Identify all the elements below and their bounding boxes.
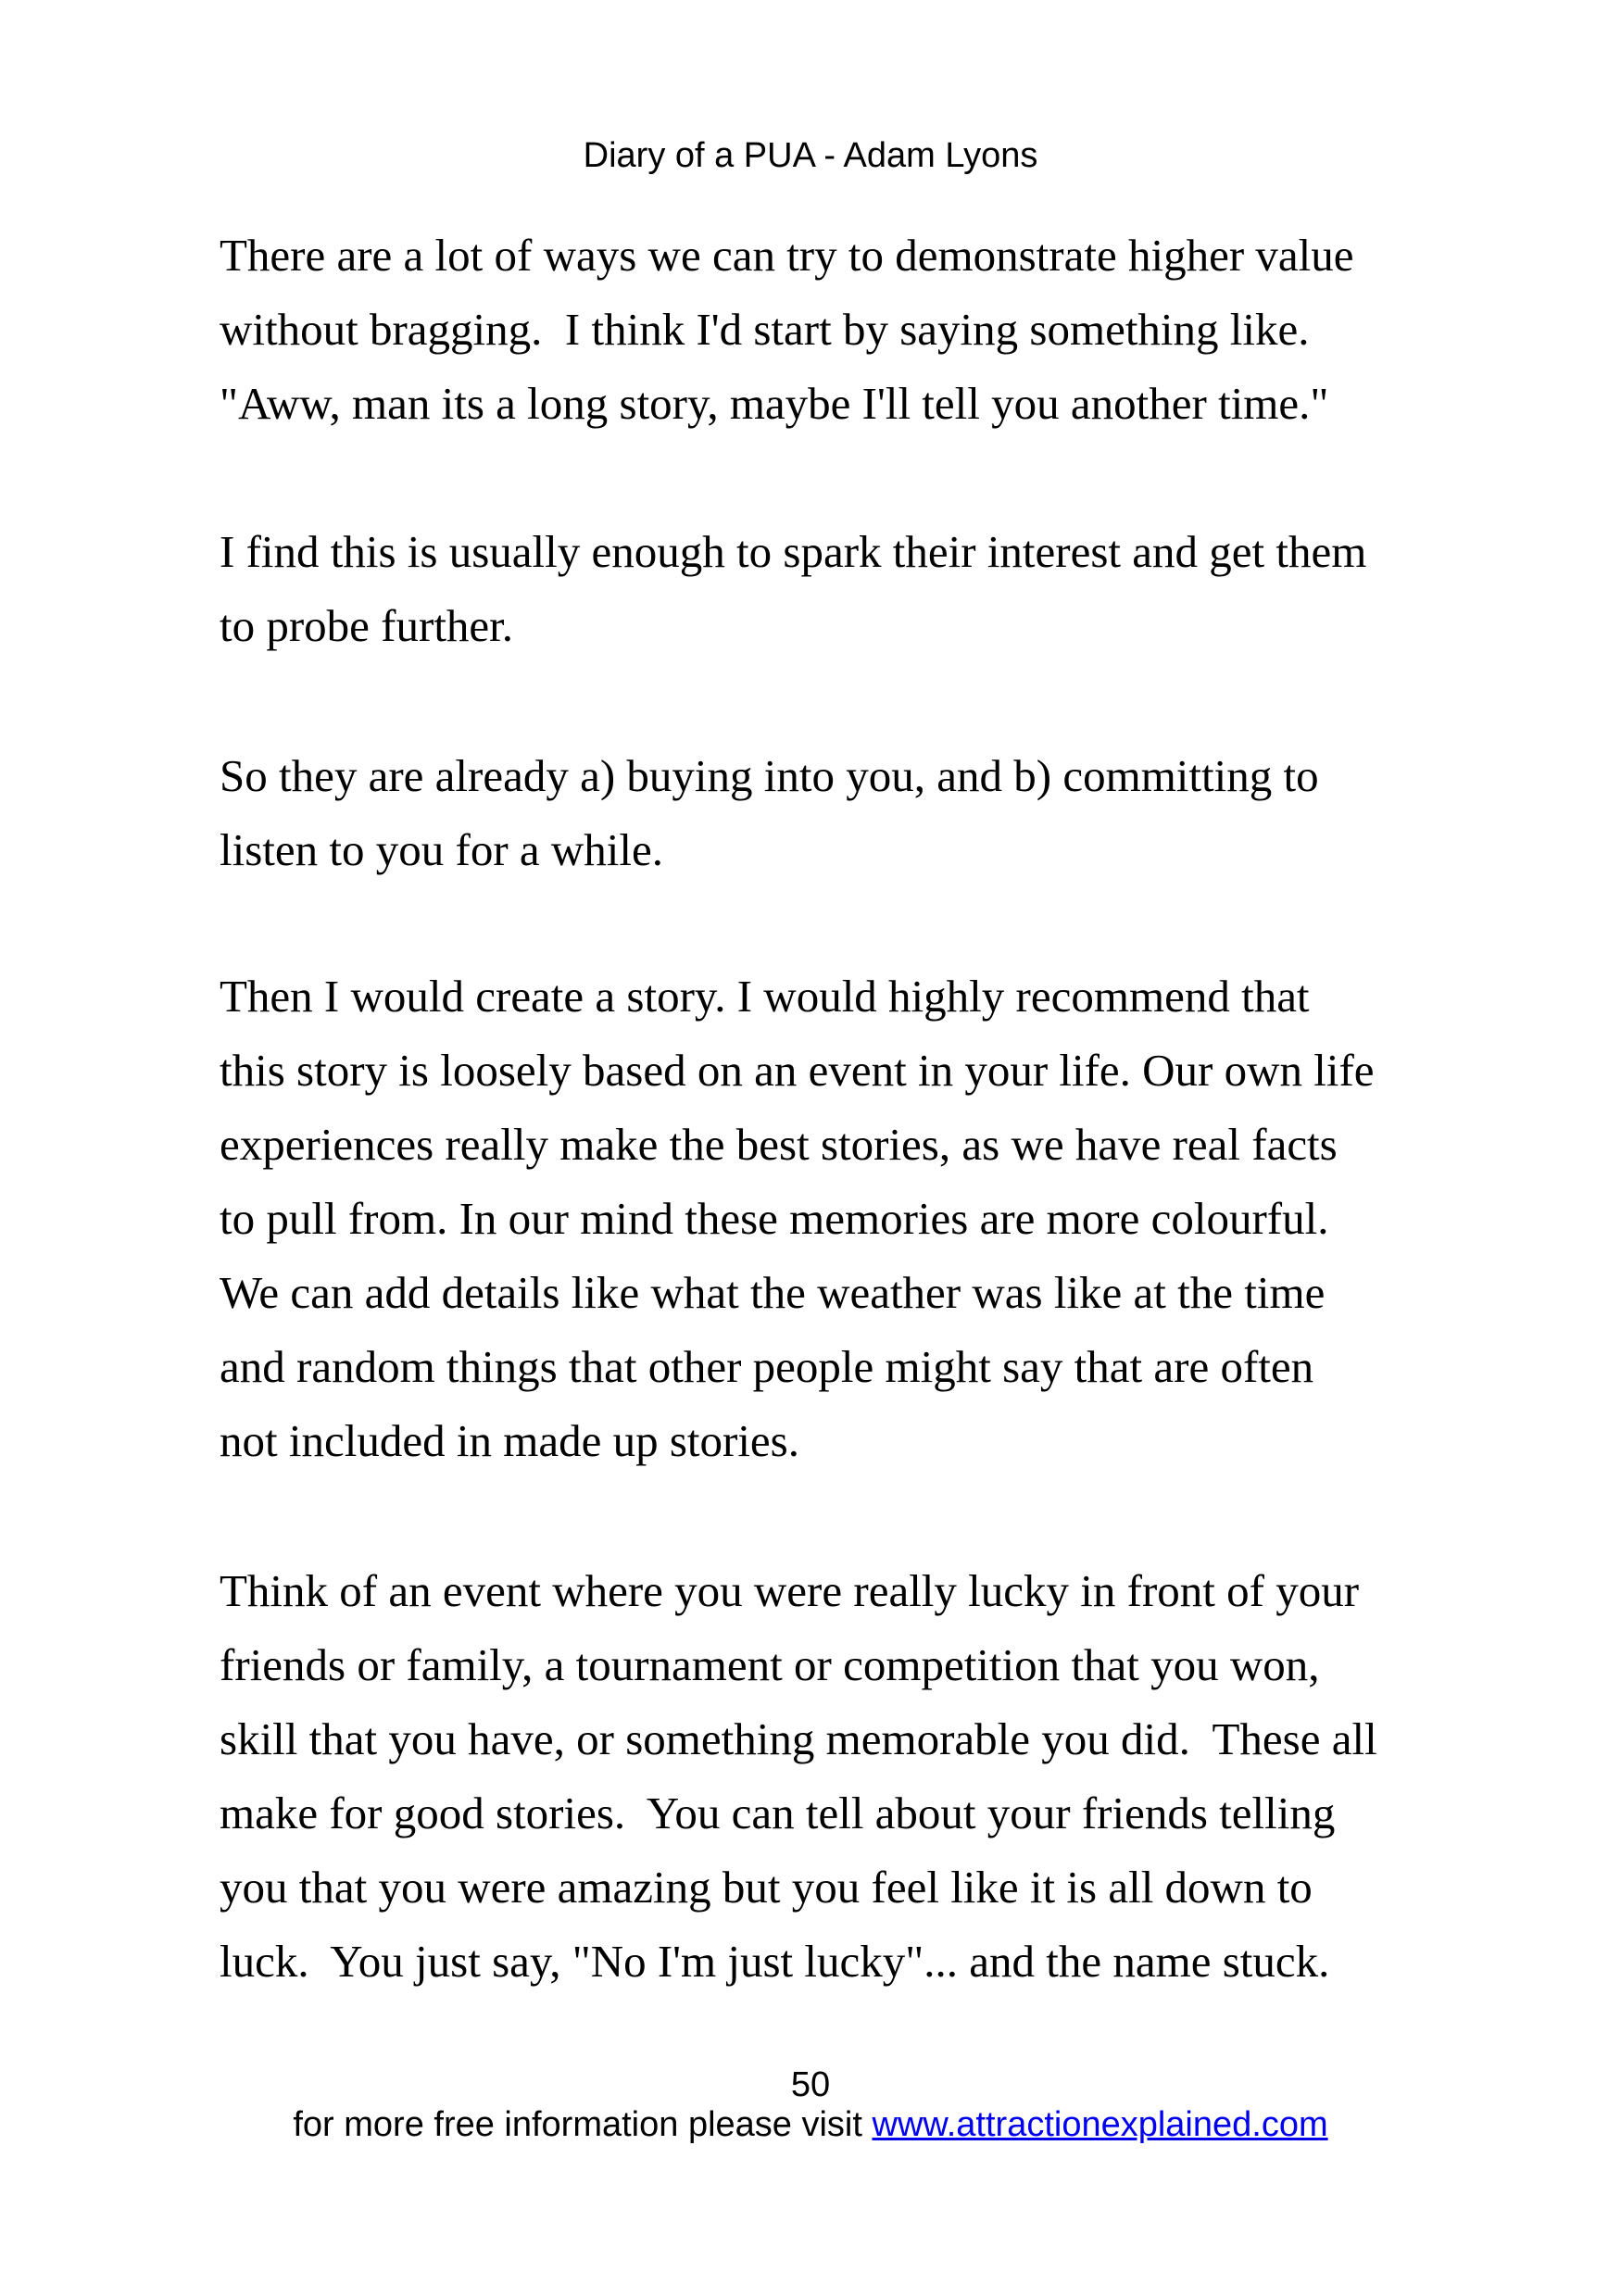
- text-line: Then I would create a story. I would highly recommend that: [220, 971, 1310, 1022]
- text-line: to probe further.: [220, 600, 514, 651]
- text-line: luck. You just say, "No I'm just lucky"... and the name stuck.: [220, 1936, 1330, 1987]
- paragraph-4: [220, 960, 1451, 1478]
- page-number: 50: [790, 2065, 831, 2104]
- page-header: Diary of a PUA - Adam Lyons: [583, 136, 1038, 175]
- page-footer: [0, 2103, 1621, 2146]
- paragraph-spacer: [220, 441, 1451, 515]
- paragraph-spacer: [220, 1478, 1451, 1554]
- text-line: experiences really make the best stories, as we have real facts: [220, 1119, 1338, 1170]
- text-line: We can add details like what the weather was like at the time: [220, 1267, 1326, 1318]
- text-line: you that you were amazing but you feel like it is all down to: [220, 1862, 1313, 1913]
- paragraph-3: [220, 739, 1451, 887]
- text-line: I find this is usually enough to spark their interest and get them: [220, 526, 1367, 577]
- text-line: Think of an event where you were really lucky in front of your: [220, 1565, 1360, 1616]
- text-line: So they are already a) buying into you, and b) committing to: [220, 750, 1319, 801]
- paragraph-5: [220, 1554, 1451, 1999]
- text-line: and random things that other people might say that are often: [220, 1341, 1314, 1392]
- text-line: listen to you for a while.: [220, 824, 664, 875]
- paragraph-spacer: [220, 887, 1451, 960]
- text-line: without bragging. I think I'd start by saying something like.: [220, 304, 1310, 355]
- footer-text: for more free information please visit: [293, 2105, 873, 2144]
- website-link[interactable]: www.attractionexplained.com: [872, 2105, 1328, 2144]
- paragraph-2: [220, 515, 1451, 663]
- text-line: "Aww, man its a long story, maybe I'll tell you another time.": [220, 378, 1329, 429]
- text-line: not included in made up stories.: [220, 1415, 799, 1466]
- body-text: [220, 219, 1451, 1999]
- text-line: skill that you have, or something memorable you did. These all: [220, 1713, 1377, 1764]
- text-line: There are a lot of ways we can try to demonstrate higher value: [220, 230, 1354, 281]
- paragraph-1: [220, 219, 1451, 441]
- text-line: to pull from. In our mind these memories are more colourful.: [220, 1193, 1329, 1244]
- paragraph-spacer: [220, 663, 1451, 739]
- text-line: make for good stories. You can tell about your friends telling: [220, 1788, 1336, 1838]
- text-line: friends or family, a tournament or competition that you won,: [220, 1639, 1320, 1690]
- text-line: this story is loosely based on an event in your life. Our own life: [220, 1045, 1375, 1096]
